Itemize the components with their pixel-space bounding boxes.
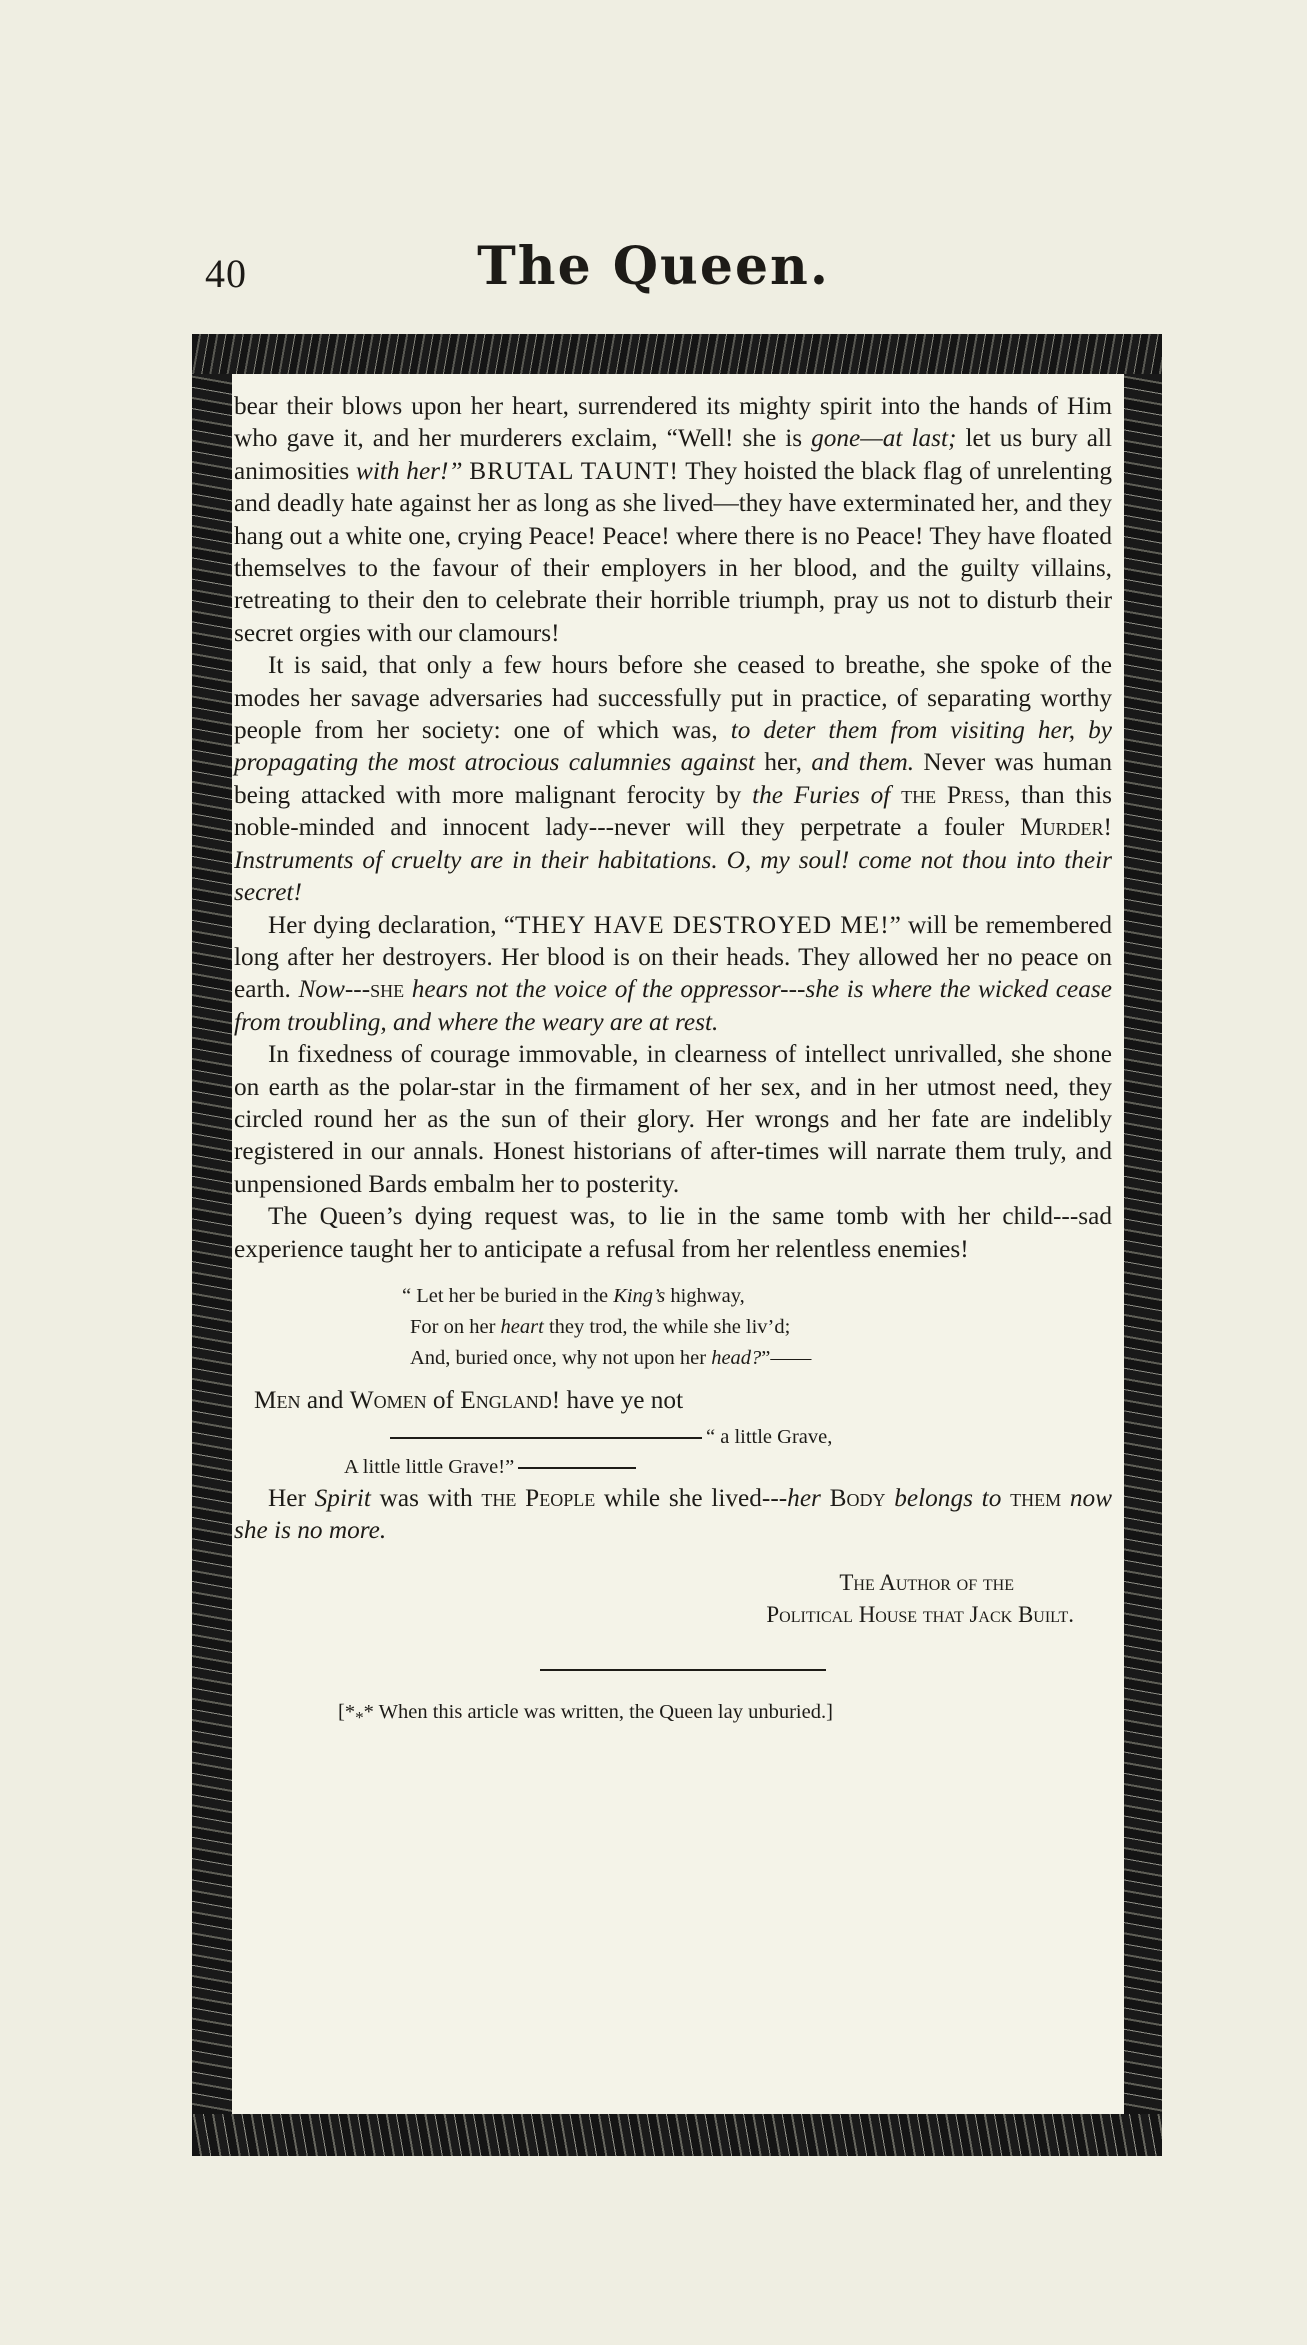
- paragraph-5: The Queen’s dying request was, to lie in the same tomb with her child---sad experience taught her to anticipate a refusal from her relentless enemies!: [234, 1202, 1112, 1263]
- frame-left-edge: [192, 374, 232, 2114]
- poem-line-3: And, buried once, why not upon her head?”——: [410, 1346, 812, 1369]
- frame-right-edge: [1124, 374, 1162, 2114]
- signature-line-2: Political House that Jack Built.: [766, 1601, 1074, 1627]
- signature-line-1: The Author of the: [839, 1569, 1014, 1595]
- editorial-note: [$*_**$ When this article was written, the Queen lay unburied.]: [338, 1700, 833, 1727]
- black-border-frame: [192, 334, 1162, 2156]
- address-line: Men and Women of England! have ye not: [254, 1385, 684, 1414]
- running-head: The Queen.: [477, 236, 830, 297]
- dash-rule: [518, 1467, 636, 1469]
- dash-rule: [390, 1437, 702, 1439]
- section-divider: [540, 1669, 826, 1671]
- signature-block: [234, 1567, 1112, 1631]
- poem-line-2: For on her heart they trod, the while she liv’d;: [410, 1315, 791, 1338]
- page-number: 40: [205, 251, 247, 296]
- little-grave-line-2: A little little Grave!”: [344, 1452, 636, 1482]
- little-grave-lines: [234, 1422, 1112, 1482]
- poem-line-1: “ Let her be buried in the King’s highway,: [402, 1284, 745, 1307]
- paragraph-1: bear their blows upon her heart, surrendered its mighty spirit into the hands of Him who gave it, and her murderers exclaim, “Well! she is gone—at last; let us bury all animosities with her!” BRUTAL TAUNT! They hoisted the black flag of unrelenting and deadly hate against her as long as she lived—they have exterminated her, and they hang out a white one, crying Peace! Peace! where there is no Peace! They have floated themselves to the favour of their employers in her blood, and the guilty villains, retreating to their den to celebrate their horrible triumph, pray us not to disturb their secret orgies with our clamours!: [234, 392, 1112, 647]
- paragraph-3: Her dying declaration, “THEY HAVE DESTROYED ME!” will be remembered long after her destroyers. Her blood is on their heads. They allowed her no peace on earth. Now---she hears not the voice of the oppressor---she is where the wicked cease from troubling, and where the weary are at rest.: [234, 910, 1112, 1036]
- little-grave-line-1: “ a little Grave,: [390, 1422, 832, 1452]
- paragraph-4: In fixedness of courage immovable, in clearness of intellect unrivalled, she shone on earth as the polar-star in the firmament of her sex, and in her utmost need, they circled round her as the sun of their glory. Her wrongs and her fate are indelibly registered in our annals. Honest historians of after-times will narrate them truly, and unpensioned Bards embalm her to posterity.: [234, 1040, 1112, 1198]
- paragraph-2: It is said, that only a few hours before she ceased to breathe, she spoke of the modes her savage adversaries had successfully put in practice, of separating worthy people from her society: one of which was, to deter them from visiting her, by propagating the most atrocious calumnies against her, and them. Never was human being attacked with more malignant ferocity by the Furies of the Press, than this noble-minded and innocent lady---never will they perpetrate a fouler Murder! Instruments of cruelty are in their habitations. O, my soul! come not thou into their secret!: [234, 651, 1112, 907]
- spirit-paragraph: Her Spirit was with the People while she lived---her Body belongs to them now she is no more.: [234, 1483, 1112, 1545]
- article-body: [234, 390, 1112, 1733]
- poem-quote: [234, 1281, 1112, 1374]
